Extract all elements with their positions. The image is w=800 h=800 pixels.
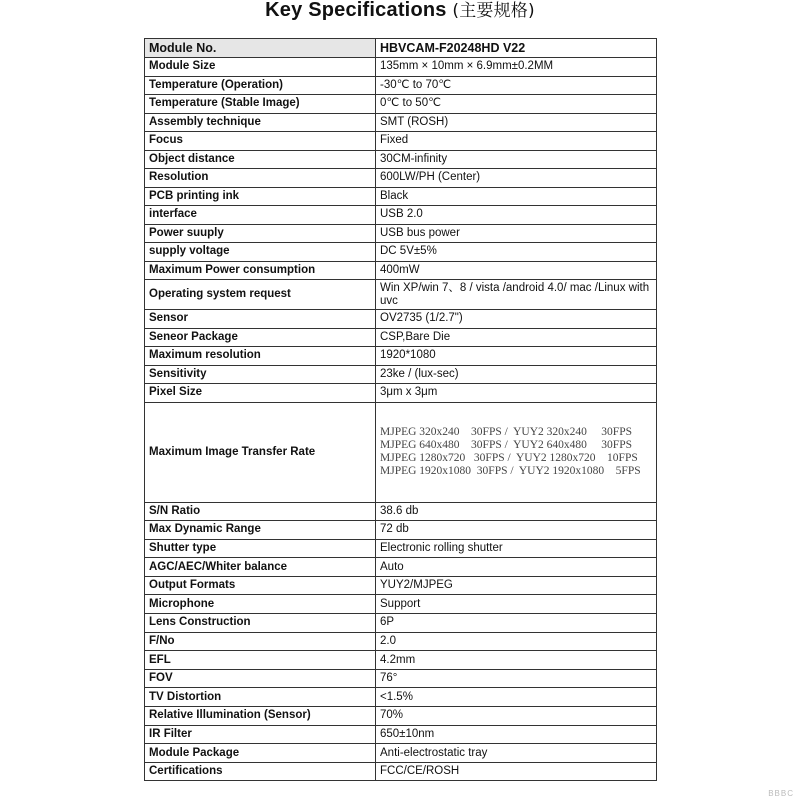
table-row <box>145 558 657 577</box>
spec-label: Max Dynamic Range <box>145 521 376 540</box>
spec-value: Fixed <box>376 132 657 151</box>
spec-value: 650±10nm <box>376 725 657 744</box>
table-row <box>145 688 657 707</box>
table-row <box>145 328 657 347</box>
spec-label: TV Distortion <box>145 688 376 707</box>
header-label: Module No. <box>145 39 376 58</box>
spec-value: 72 db <box>376 521 657 540</box>
transfer-rate-list <box>376 402 657 502</box>
spec-value: 400mW <box>376 261 657 280</box>
spec-value: <1.5% <box>376 688 657 707</box>
transfer-rate-row <box>145 402 657 502</box>
table-row <box>145 280 657 310</box>
spec-label: Resolution <box>145 169 376 188</box>
table-row <box>145 150 657 169</box>
spec-value: 3μm x 3μm <box>376 384 657 403</box>
spec-label: S/N Ratio <box>145 502 376 521</box>
spec-value: 23ke / (lux-sec) <box>376 365 657 384</box>
spec-label: Module Size <box>145 58 376 77</box>
table-row <box>145 113 657 132</box>
table-row <box>145 725 657 744</box>
spec-value: 135mm × 10mm × 6.9mm±0.2MM <box>376 58 657 77</box>
spec-label: Microphone <box>145 595 376 614</box>
spec-label: AGC/AEC/Whiter balance <box>145 558 376 577</box>
spec-value: Black <box>376 187 657 206</box>
spec-value: 6P <box>376 614 657 633</box>
spec-label: F/No <box>145 632 376 651</box>
spec-label: Sensor <box>145 310 376 329</box>
header-value: HBVCAM-F20248HD V22 <box>376 39 657 58</box>
table-row <box>145 365 657 384</box>
spec-label: Lens Construction <box>145 614 376 633</box>
table-row <box>145 206 657 225</box>
spec-label: EFL <box>145 651 376 670</box>
table-row <box>145 669 657 688</box>
title-chinese: (主要规格) <box>452 1 535 21</box>
spec-value: OV2735 (1/2.7") <box>376 310 657 329</box>
spec-value: FCC/CE/ROSH <box>376 762 657 781</box>
table-row <box>145 187 657 206</box>
spec-label: FOV <box>145 669 376 688</box>
table-row <box>145 243 657 262</box>
spec-value: 30CM-infinity <box>376 150 657 169</box>
transfer-rate-label: Maximum Image Transfer Rate <box>145 402 376 502</box>
spec-value: Electronic rolling shutter <box>376 539 657 558</box>
spec-label: Module Package <box>145 744 376 763</box>
spec-value: 2.0 <box>376 632 657 651</box>
spec-label: supply voltage <box>145 243 376 262</box>
table-row <box>145 632 657 651</box>
table-row <box>145 169 657 188</box>
spec-value: 4.2mm <box>376 651 657 670</box>
spec-value: Win XP/win 7、8 / vista /android 4.0/ mac /Linux with uvc <box>376 280 657 310</box>
spec-label: Focus <box>145 132 376 151</box>
table-row <box>145 707 657 726</box>
spec-value: 600LW/PH (Center) <box>376 169 657 188</box>
table-header-row <box>145 39 657 58</box>
spec-table <box>144 38 657 781</box>
table-row <box>145 384 657 403</box>
page-title <box>0 0 800 22</box>
table-row <box>145 651 657 670</box>
spec-label: Maximum resolution <box>145 347 376 366</box>
spec-value: 0℃ to 50℃ <box>376 95 657 114</box>
transfer-rate-line: MJPEG 640x480 30FPS / YUY2 640x480 30FPS <box>380 439 632 451</box>
table-row <box>145 76 657 95</box>
spec-label: Seneor Package <box>145 328 376 347</box>
table-row <box>145 502 657 521</box>
table-row <box>145 539 657 558</box>
table-row <box>145 595 657 614</box>
spec-label: Temperature (Operation) <box>145 76 376 95</box>
table-row <box>145 576 657 595</box>
spec-value: DC 5V±5% <box>376 243 657 262</box>
spec-label: Shutter type <box>145 539 376 558</box>
spec-label: Pixel Size <box>145 384 376 403</box>
spec-label: PCB printing ink <box>145 187 376 206</box>
spec-label: interface <box>145 206 376 225</box>
table-row <box>145 132 657 151</box>
spec-label: Relative Illumination (Sensor) <box>145 707 376 726</box>
spec-value: SMT (ROSH) <box>376 113 657 132</box>
table-row <box>145 261 657 280</box>
spec-value: USB bus power <box>376 224 657 243</box>
spec-label: Sensitivity <box>145 365 376 384</box>
spec-value: 1920*1080 <box>376 347 657 366</box>
spec-label: Assembly technique <box>145 113 376 132</box>
spec-value: Support <box>376 595 657 614</box>
watermark: BBBC <box>768 789 794 798</box>
transfer-rate-line: MJPEG 320x240 30FPS / YUY2 320x240 30FPS <box>380 426 632 438</box>
transfer-rate-line: MJPEG 1920x1080 30FPS / YUY2 1920x1080 5FPS <box>380 465 641 477</box>
table-row <box>145 58 657 77</box>
spec-label: Object distance <box>145 150 376 169</box>
table-row <box>145 762 657 781</box>
table-row <box>145 310 657 329</box>
spec-label: Maximum Power consumption <box>145 261 376 280</box>
spec-value: 76° <box>376 669 657 688</box>
table-row <box>145 224 657 243</box>
spec-value: YUY2/MJPEG <box>376 576 657 595</box>
spec-value: 38.6 db <box>376 502 657 521</box>
spec-value: -30℃ to 70℃ <box>376 76 657 95</box>
spec-label: IR Filter <box>145 725 376 744</box>
spec-label: Output Formats <box>145 576 376 595</box>
table-row <box>145 95 657 114</box>
spec-value: USB 2.0 <box>376 206 657 225</box>
table-row <box>145 614 657 633</box>
spec-value: Anti-electrostatic tray <box>376 744 657 763</box>
spec-label: Certifications <box>145 762 376 781</box>
title-english: Key Specifications <box>265 0 447 21</box>
table-row <box>145 347 657 366</box>
table-row <box>145 744 657 763</box>
spec-value: 70% <box>376 707 657 726</box>
transfer-rate-line: MJPEG 1280x720 30FPS / YUY2 1280x720 10FPS <box>380 452 638 464</box>
spec-label: Operating system request <box>145 280 376 310</box>
table-row <box>145 521 657 540</box>
spec-label: Temperature (Stable Image) <box>145 95 376 114</box>
spec-value: CSP,Bare Die <box>376 328 657 347</box>
spec-value: Auto <box>376 558 657 577</box>
spec-label: Power suuply <box>145 224 376 243</box>
